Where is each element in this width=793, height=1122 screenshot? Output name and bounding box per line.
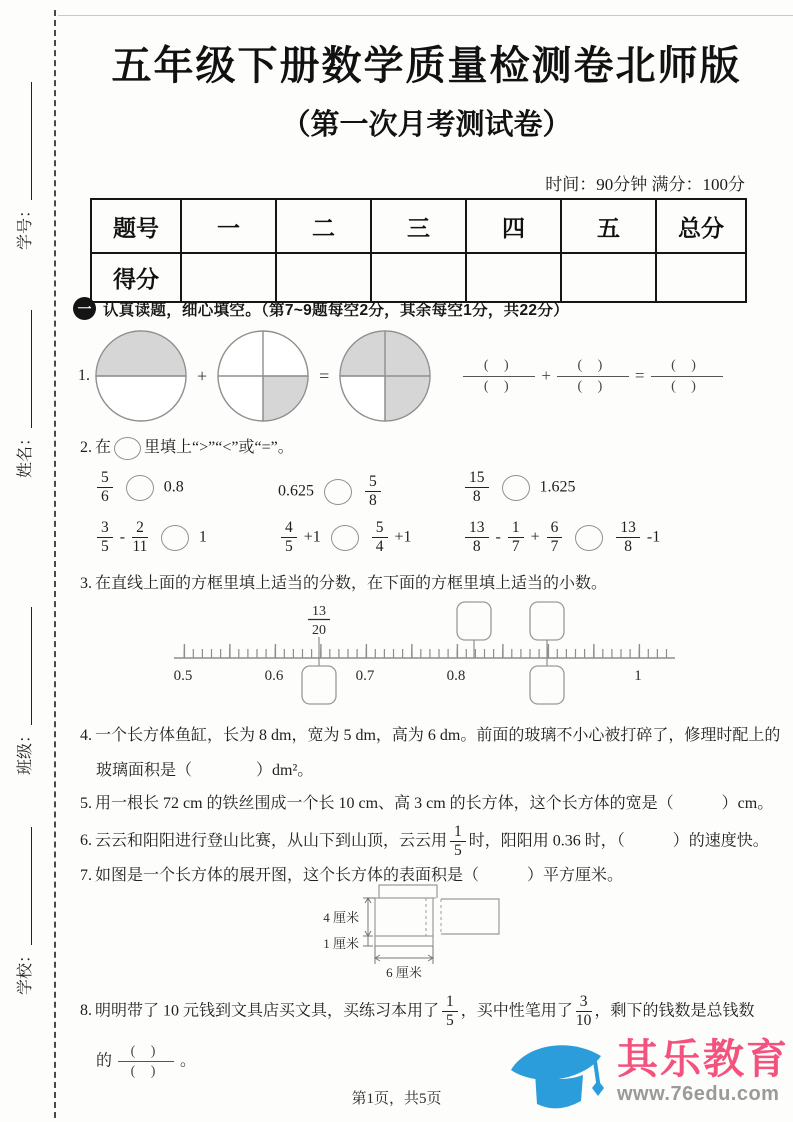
circle-three-quarters-shaded-diagram <box>337 328 433 424</box>
question-4-line2 <box>96 757 313 780</box>
question-4-line1 <box>80 722 780 745</box>
page-top-edge <box>58 15 793 16</box>
page-number: 第1页，共5页 <box>351 1091 442 1107</box>
q2-item-d <box>94 520 207 556</box>
given-fraction-denominator: 20 <box>312 623 326 638</box>
fraction <box>372 520 388 556</box>
compare-circle-blank <box>324 479 352 505</box>
compare-circle-blank <box>126 475 154 501</box>
blank-fraction <box>463 358 535 394</box>
score-cell <box>276 253 371 302</box>
fraction-denominator: 5 <box>101 538 109 556</box>
section-1-header <box>73 297 569 320</box>
margin-field-student-id <box>12 82 35 250</box>
school-label: 学校： <box>17 946 34 995</box>
student-id-label: 学号： <box>17 201 34 250</box>
col-header-question-no: 题号 <box>91 199 181 253</box>
blank-fraction-denominator: ( ) <box>483 378 515 394</box>
q2-text-pre: 在 <box>95 439 112 456</box>
circle-quarter-shaded-diagram <box>215 328 311 424</box>
row-header-score: 得分 <box>91 253 181 302</box>
q5-text: 用一根长 72 cm 的铁丝围成一个长 10 cm、高 3 cm 的长方体，这个长方体的宽是（ ）cm。 <box>95 795 774 812</box>
minus-sign: - <box>495 528 501 546</box>
fraction-numerator: 4 <box>281 520 297 538</box>
fraction-numerator: 6 <box>547 520 563 538</box>
box-net-diagram <box>295 880 530 982</box>
q2-item-e <box>278 520 412 556</box>
q1-plus-sign: + <box>197 365 208 386</box>
circle-half-shaded-diagram <box>93 328 189 424</box>
tick-label: 0.5 <box>173 668 193 684</box>
q2-item-a <box>94 470 184 506</box>
answer-box-fraction <box>530 602 564 640</box>
question-5 <box>80 790 773 813</box>
fraction-denominator: 5 <box>446 1012 454 1030</box>
blank-fraction <box>557 358 629 394</box>
question-8-line1 <box>80 994 755 1030</box>
blank-fraction-denominator: ( ) <box>577 378 609 394</box>
fraction-numerator: 5 <box>365 474 381 492</box>
fraction <box>576 994 592 1030</box>
score-cell <box>561 253 656 302</box>
q3-text: 在直线上面的方框里填上适当的分数，在下面的方框里填上适当的小数。 <box>95 575 608 592</box>
fraction-numerator: 1 <box>442 994 458 1012</box>
plus-one-text: +1 <box>394 528 412 546</box>
q6-text-post: 时，阳阳用 0.36 时，（ ）的速度快。 <box>468 832 769 850</box>
fraction-numerator: 5 <box>372 520 388 538</box>
fraction-denominator: 7 <box>550 538 559 556</box>
q7-number: 7. <box>80 867 92 884</box>
time-score-info: 时间：90分钟 满分：100分 <box>545 175 745 194</box>
q7-text: 如图是一个长方体的展开图，这个长方体的表面积是（ ）平方厘米。 <box>95 867 624 884</box>
blank-fraction <box>651 358 723 394</box>
margin-field-name <box>12 310 35 478</box>
margin-field-class <box>12 607 35 775</box>
answer-box-decimal <box>530 666 564 704</box>
q4-number: 4. <box>80 727 92 744</box>
score-cell <box>181 253 276 302</box>
logo-text-block <box>617 1035 789 1106</box>
tick-label: 0.8 <box>446 668 466 684</box>
fraction-denominator: 8 <box>624 538 632 556</box>
net-height-label: 4 厘米 <box>323 910 359 925</box>
fraction-numerator: 3 <box>97 520 113 538</box>
fraction-denominator: 10 <box>575 1012 592 1030</box>
score-cell <box>371 253 466 302</box>
fraction-denominator: 6 <box>101 488 109 506</box>
fraction-denominator: 7 <box>511 538 520 556</box>
question-2-prompt <box>80 434 294 460</box>
q2-item-f <box>462 520 660 556</box>
fraction-numerator: 1 <box>508 520 524 538</box>
q2-item-b <box>278 474 384 510</box>
q2-number: 2. <box>80 439 92 456</box>
given-fraction-numerator: 13 <box>312 604 326 619</box>
fraction-denominator: 5 <box>454 842 462 860</box>
q8-period: 。 <box>180 1052 197 1070</box>
q8-text-pre: 明明带了 10 元钱到文具店买文具，买练习本用了 <box>95 1002 440 1020</box>
number-line-diagram <box>138 600 698 710</box>
q6-text-pre: 云云和阳阳进行登山比赛，从山下到山顶，云云用 <box>95 832 448 850</box>
compare-circle-blank <box>114 437 141 460</box>
col-header-2: 二 <box>276 199 371 253</box>
net-strip-label: 1 厘米 <box>323 936 359 951</box>
class-label: 班级： <box>17 726 34 775</box>
q2-b-left-value: 0.625 <box>278 482 314 500</box>
section-number-badge: 一 <box>73 297 96 320</box>
q5-number: 5. <box>80 795 92 812</box>
fraction-numerator: 5 <box>97 470 113 488</box>
logo-name: 其乐教育 <box>617 1035 789 1082</box>
question-8-line2 <box>96 1044 196 1080</box>
compare-circle-blank <box>502 475 530 501</box>
q3-number: 3. <box>80 575 92 592</box>
minus-sign: - <box>119 528 126 546</box>
blank-fraction <box>118 1044 174 1080</box>
q6-number: 6. <box>80 832 92 850</box>
tick-label: 0.7 <box>355 668 375 684</box>
q8-text-post: ，剩下的钱数是总钱数 <box>594 1002 755 1020</box>
fraction <box>616 520 640 556</box>
section-title: 认真读题，细心填空。（第7~9题每空2分，其余每空1分，共22分） <box>103 301 569 319</box>
col-header-5: 五 <box>561 199 656 253</box>
publisher-logo <box>505 1026 789 1118</box>
fraction <box>465 520 489 556</box>
score-cell-total <box>656 253 746 302</box>
q2-text-post: 里填上“>”“<”或“=”。 <box>144 439 294 456</box>
paper-title: 五年级下册数学质量检测卷北师版 <box>111 43 742 88</box>
col-header-1: 一 <box>181 199 276 253</box>
blank-fraction-numerator: ( ) <box>651 358 723 376</box>
q4-text-line1: 一个长方体鱼缸，长为 8 dm，宽为 5 dm，高为 6 dm。前面的玻璃不小心被打碎了，修理时配上的 <box>95 727 781 744</box>
q8-text-line2: 的 <box>96 1052 113 1070</box>
student-id-blank-line <box>31 82 32 200</box>
blank-fraction-denominator: ( ) <box>671 378 702 394</box>
fraction-numerator: 13 <box>616 520 640 538</box>
plus-sign: + <box>530 528 540 546</box>
fraction <box>281 520 297 556</box>
fraction-numerator: 3 <box>576 994 592 1012</box>
paper-subtitle: （第一次月考测试卷） <box>281 109 572 141</box>
fraction <box>132 520 148 556</box>
blank-fraction-numerator: ( ) <box>118 1044 174 1062</box>
compare-circle-blank <box>161 525 189 551</box>
name-blank-line <box>31 310 32 428</box>
blank-fraction-denominator: ( ) <box>130 1064 162 1080</box>
compare-circle-blank <box>331 525 359 551</box>
fraction-denominator: 11 <box>132 538 148 556</box>
margin-field-school <box>12 827 35 995</box>
fraction <box>97 470 113 506</box>
q1-eq-plus: + <box>541 366 551 385</box>
blank-fraction-numerator: ( ) <box>557 358 629 376</box>
fraction-numerator: 2 <box>132 520 148 538</box>
fraction <box>365 474 381 510</box>
q1-number: 1. <box>78 367 90 384</box>
question-3-prompt <box>80 570 607 593</box>
answer-box-decimal <box>302 666 336 704</box>
compare-circle-blank <box>575 525 603 551</box>
school-blank-line <box>31 827 32 945</box>
cut-dashed-line <box>54 10 56 1118</box>
q8-number: 8. <box>80 1002 92 1020</box>
minus-one-text: -1 <box>646 528 661 546</box>
col-header-3: 三 <box>371 199 466 253</box>
net-width-label: 6 厘米 <box>386 965 422 980</box>
fraction-denominator: 8 <box>472 538 481 556</box>
fraction-numerator: 1 <box>450 824 466 842</box>
question-6 <box>80 824 769 860</box>
graduation-cap-icon <box>505 1026 609 1118</box>
q1-equals-sign: = <box>319 365 330 386</box>
col-header-total: 总分 <box>656 199 746 253</box>
tick-label: 0.6 <box>264 668 284 684</box>
fraction-numerator: 13 <box>465 520 489 538</box>
q1-blank-equation <box>459 358 726 394</box>
class-blank-line <box>31 607 32 725</box>
fraction <box>465 470 489 506</box>
q1-eq-equals: = <box>634 366 645 385</box>
fraction <box>450 824 466 860</box>
blank-fraction-numerator: ( ) <box>463 358 535 376</box>
fraction <box>97 520 113 556</box>
fraction-numerator: 15 <box>465 470 489 488</box>
score-cell <box>466 253 561 302</box>
fraction <box>442 994 458 1030</box>
tick-label: 1 <box>634 668 642 684</box>
fraction <box>508 520 524 556</box>
question-1 <box>78 328 727 424</box>
q4-text-line2: 玻璃面积是（ ）dm²。 <box>96 762 314 779</box>
name-label: 姓名： <box>17 429 34 478</box>
q2-item-c <box>462 470 576 506</box>
fraction-denominator: 4 <box>375 538 384 556</box>
fraction <box>547 520 563 556</box>
score-table <box>90 198 747 303</box>
col-header-4: 四 <box>466 199 561 253</box>
plus-one-text: +1 <box>303 528 321 546</box>
fraction-denominator: 5 <box>285 538 293 556</box>
q8-text-mid: ，买中性笔用了 <box>460 1002 573 1020</box>
answer-box-fraction <box>457 602 491 640</box>
fraction-denominator: 8 <box>472 488 481 506</box>
logo-url: www.76edu.com <box>617 1083 780 1106</box>
q2-c-right-value: 1.625 <box>539 478 576 496</box>
q2-d-right-value: 1 <box>198 528 207 546</box>
q2-a-right-value: 0.8 <box>163 478 184 496</box>
fraction-denominator: 8 <box>369 492 377 510</box>
